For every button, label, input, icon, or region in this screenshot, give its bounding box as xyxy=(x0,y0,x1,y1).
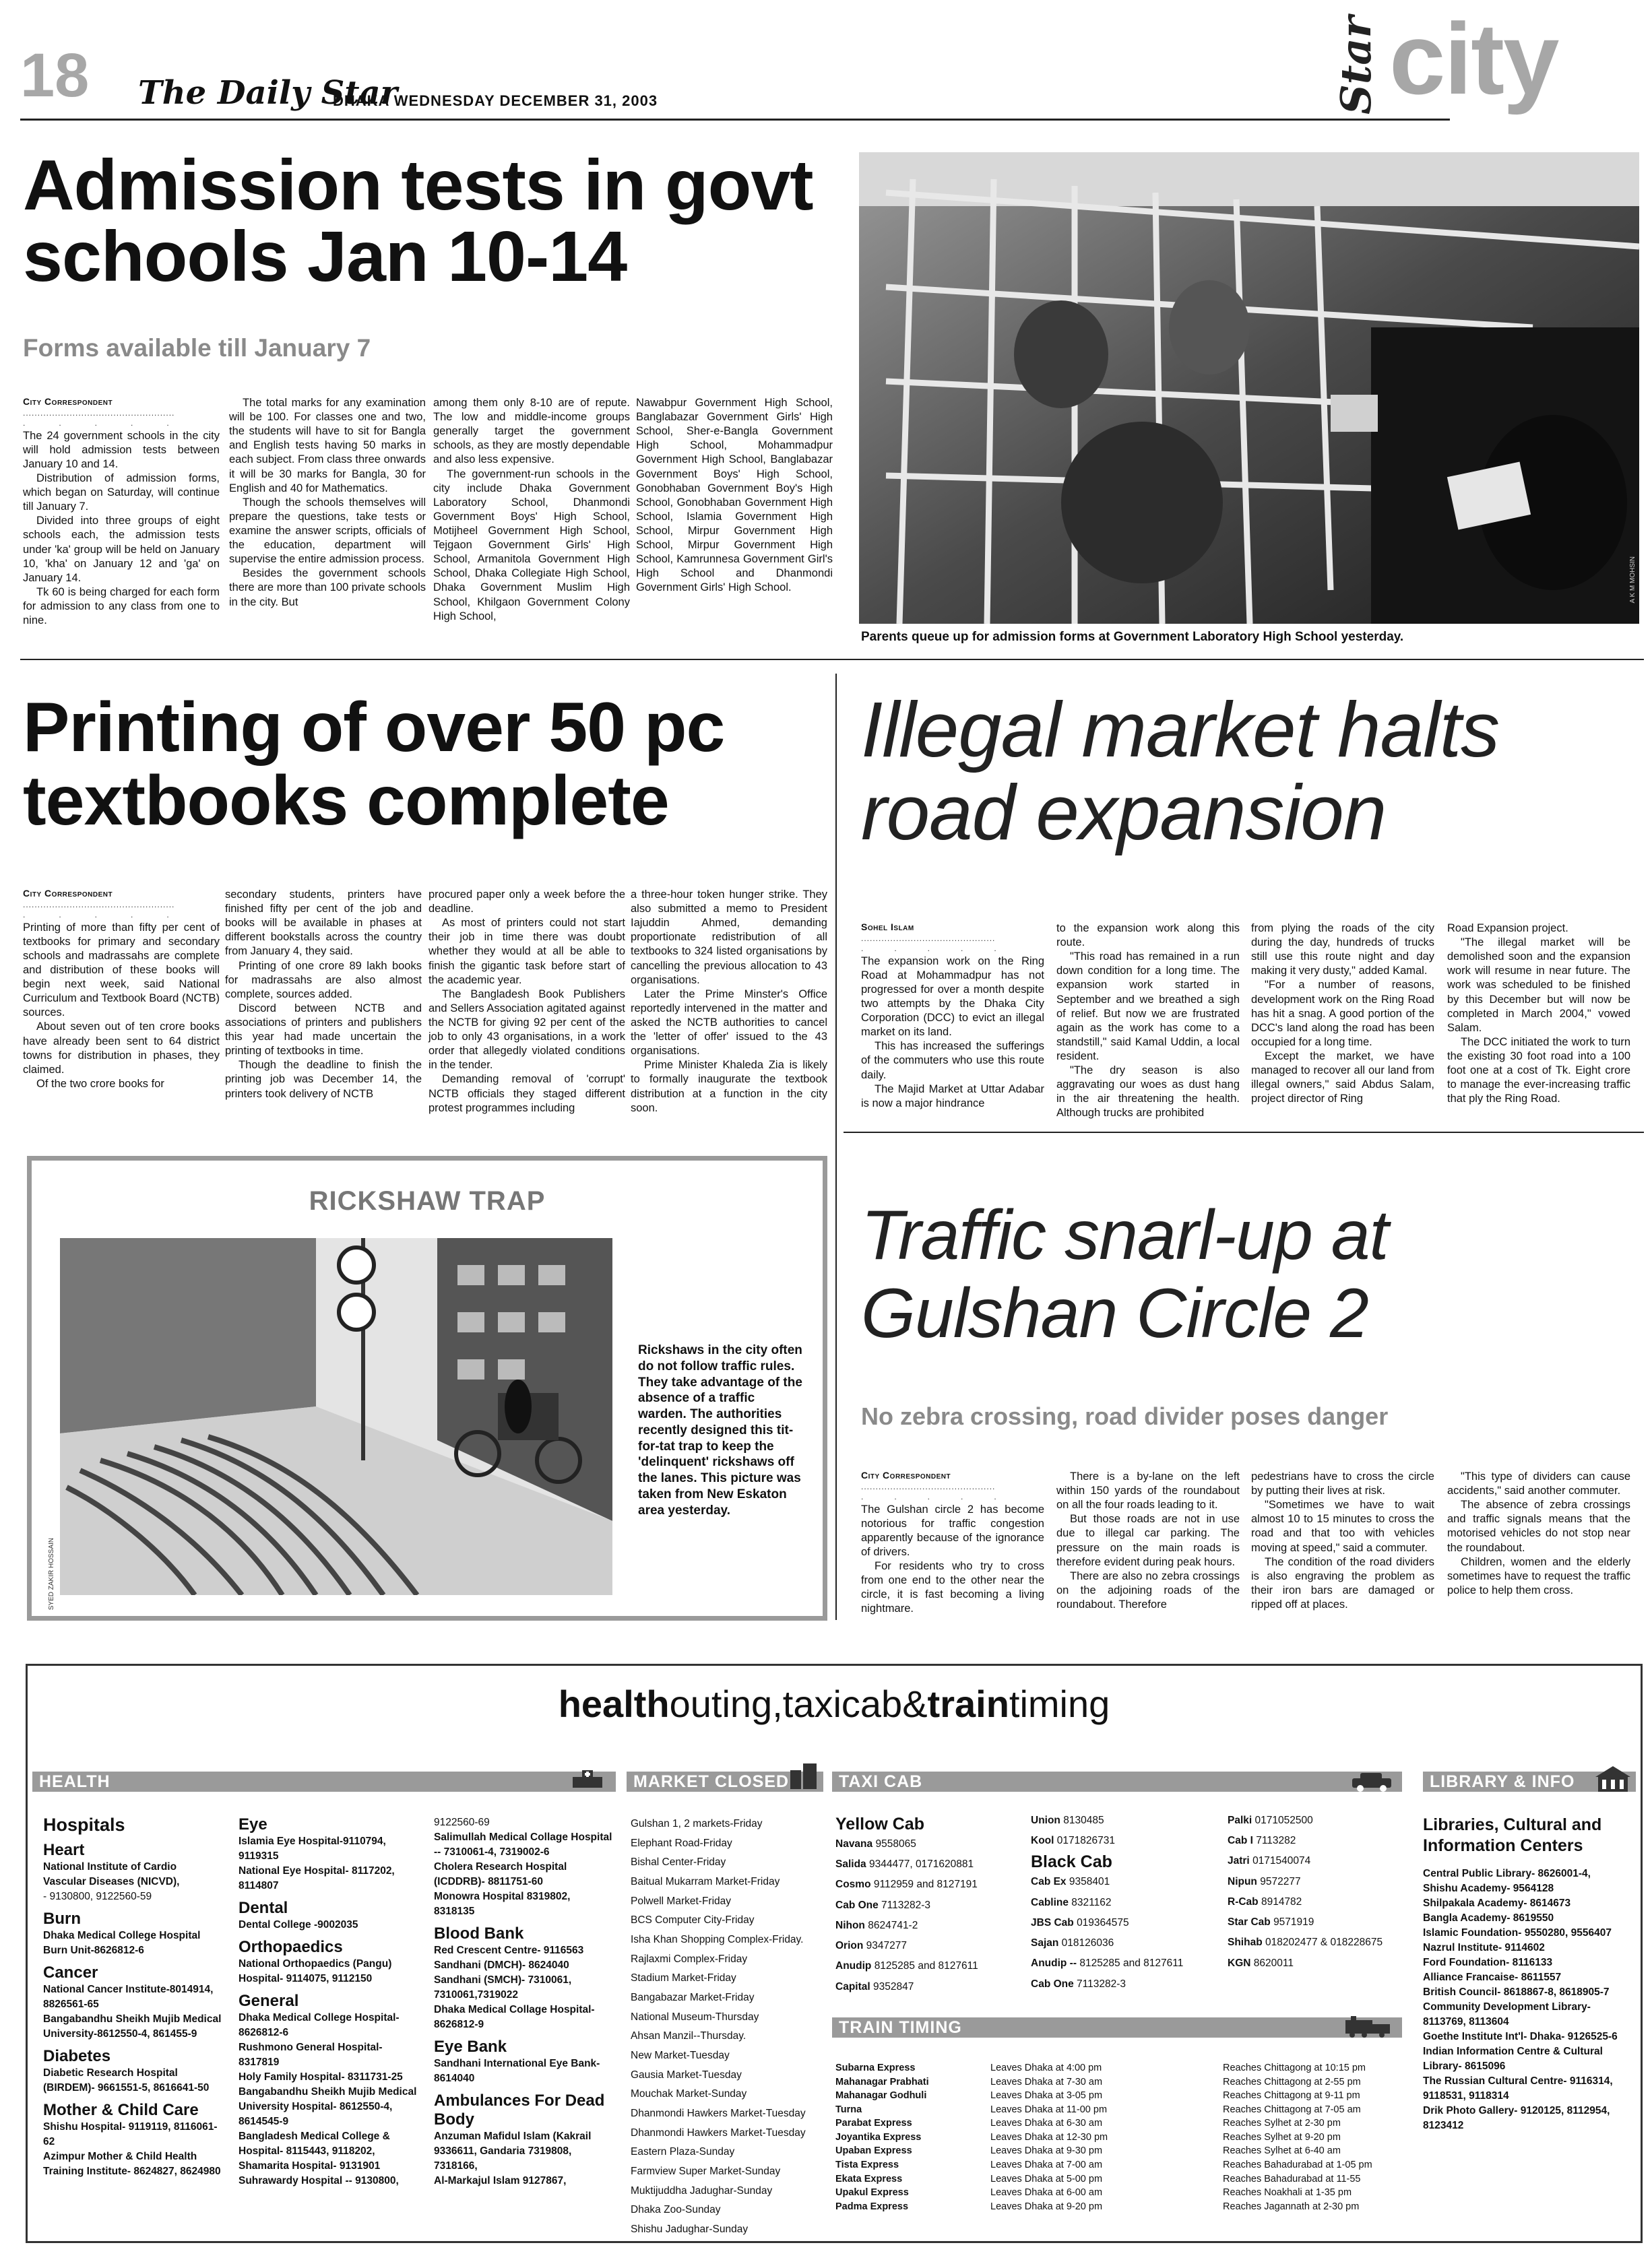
story2-col2 xyxy=(225,888,422,1101)
market-closed-list xyxy=(631,1815,826,2240)
list-item: Mouchak Market-Sunday xyxy=(631,2088,747,2100)
listings-title xyxy=(26,1682,1643,1726)
table-row: Parabat Express Leaves Dhaka at 6-30 am Reaches Sylhet at 2-30 pm xyxy=(835,2118,1341,2129)
train-timing-table xyxy=(835,2061,1408,2213)
section-rule xyxy=(844,1132,1644,1133)
rickshaw-photo-illustration xyxy=(60,1238,612,1595)
taxi-row: Cosmo 9112959 and 8127191 xyxy=(835,1879,978,1891)
story2-p: Printing of more than fifty per cent of textbooks for primary and secondary schools and madrassahs are complete and distribution of these books will begin next week, said National Curriculum and Textbook Board (NCTB) sources. xyxy=(23,921,220,1019)
story3-p: The DCC initiated the work to turn the existing 30 foot road into a 100 foot one at a cost of Tk. Eight crore to manage the ever-increasing traffic that ply the Ring Road. xyxy=(1447,1035,1630,1105)
list-item: Central Public Library- 8626001-4, xyxy=(1423,1867,1591,1879)
list-item: Islamic Foundation- 9550280, 9556407 xyxy=(1423,1926,1612,1939)
byline-rule: .................................................... xyxy=(23,899,175,909)
story2-p: a three-hour token hunger strike. They also submitted a memo to President Iajuddin Ahmed, demanding proportionate redistribution of all textbooks to 324 listed organisations by cancelling the previous allocation to 43 organisations. xyxy=(631,888,827,986)
story4-headline xyxy=(861,1196,1643,1353)
list-heading: Dental xyxy=(239,1899,288,1917)
list-item: Drik Photo Gallery- 9120125, 8112954, 8123412 xyxy=(1423,2104,1610,2131)
story1-headline xyxy=(23,145,852,296)
story4-col3 xyxy=(1251,1470,1434,1612)
list-heading: Mother & Child Care xyxy=(43,2101,199,2119)
title-train: train xyxy=(927,1683,1009,1725)
story3-p: "The dry season is also aggravating our woes as dust hang in the air threatening the health. Although trucks are prohibited xyxy=(1056,1064,1240,1120)
list-item: Red Crescent Centre- 9116563 xyxy=(434,1945,584,1956)
list-item: Bangla Academy- 8619550 xyxy=(1423,1912,1554,1924)
column-divider xyxy=(835,674,837,1620)
list-item: Cholera Research Hospital (ICDDRB)- 8811751-60 xyxy=(434,1861,567,1887)
taxi-row: Cab One 7113282-3 xyxy=(835,1899,931,1911)
photo1-caption: Parents queue up for admission forms at Government Laboratory High School yesterday. xyxy=(861,630,1404,644)
list-item: Bangabazar Market-Friday xyxy=(631,1992,755,2004)
list-item: Dhaka Zoo-Sunday xyxy=(631,2204,721,2216)
story3-p: to the expansion work along this route. xyxy=(1056,922,1240,949)
list-item: Goethe Institute Int'l- Dhaka- 9126525-6 xyxy=(1423,2030,1618,2042)
story1-p: Divided into three groups of eight schools each, the admission tests under 'ka' group will be held on January 10, 'kha' on January 12 and 'ga' on January 14. xyxy=(23,515,220,584)
list-item: Baitual Mukarram Market-Friday xyxy=(631,1876,780,1888)
taxi-row: Anudip 8125285 and 8127611 xyxy=(835,1960,978,1972)
list-item: Rajlaxmi Complex-Friday xyxy=(631,1953,748,1965)
story4-p: There are also no zebra crossings on the adjoining roads of the roundabout. Therefore xyxy=(1056,1569,1240,1611)
story1-p: among them only 8-10 are of repute. The low and middle-income groups generally target the government schools, as they are mostly dependable and also less expensive. xyxy=(433,397,630,466)
table-row: Subarna Express Leaves Dhaka at 4:00 pm Reaches Chittagong at 10:15 pm xyxy=(835,2063,1366,2073)
list-item: Polwell Market-Friday xyxy=(631,1895,732,1907)
story3-p: "For a number of reasons, development work on the Ring Road has hit a snag. A good portion of the DCC's land along the road has been occupied for a long time. xyxy=(1251,979,1434,1048)
story2-p: Demanding removal of 'corrupt' NCTB officials they staged different protest programmes including xyxy=(428,1073,625,1114)
story2-headline-line2: textbooks complete xyxy=(23,762,669,841)
list-item: Shishu Academy- 9564128 xyxy=(1423,1882,1554,1894)
byline-rule: .................................................... xyxy=(23,408,175,418)
story2-p: Of the two crore books for xyxy=(36,1077,164,1090)
story2-p: As most of printers could not start their job in time there was doubt whether they would at all be able to finish the gigantic task before start of the academic year. xyxy=(428,917,625,986)
story3-headline-line2: road expansion xyxy=(861,768,1387,856)
list-item: Muktijuddha Jadughar-Sunday xyxy=(631,2184,773,2197)
list-item: British Council- 8618867-8, 8618905-7 xyxy=(1423,1986,1610,1998)
byline-dots: ..... xyxy=(861,1492,1027,1502)
table-row: Padma Express Leaves Dhaka at 9-20 pm Reaches Jagannath at 2-30 pm xyxy=(835,2201,1360,2212)
list-item: Eastern Plaza-Sunday xyxy=(631,2146,735,2158)
paper-logo: The Daily Star xyxy=(138,74,398,112)
list-heading: Eye xyxy=(239,1815,267,1834)
list-item: Suhrawardy Hospital -- 9130800, xyxy=(239,2175,399,2186)
story3-p: "This road has remained in a run down condition for a long time. The expansion work started in September and we breathed a sigh of relief. But now we are frustrated again as the work has come to a standstill," said Kamal Uddin, a local resident. xyxy=(1056,950,1240,1062)
title-health: health xyxy=(558,1683,670,1725)
list-item: Alliance Francaise- 8611557 xyxy=(1423,1971,1562,1983)
byline-rule: .............................................. xyxy=(861,933,996,943)
list-item: Community Development Library- 8113769, 8113604 xyxy=(1423,2001,1591,2028)
admission-queue-photo xyxy=(859,152,1639,624)
taxi-row: Cab One 7113282-3 xyxy=(1031,1978,1126,1990)
story2-headline xyxy=(23,688,818,841)
story3-p: "The illegal market will be demolished soon and the expansion work will resume in near future. The work was scheduled to be finished by this December but will now be completed in March 2004," vowed Salam. xyxy=(1447,936,1630,1034)
list-item: Dhanmondi Hawkers Market-Tuesday xyxy=(631,2108,806,2120)
list-item: Bangabandhu Sheikh Mujib Medical University-8612550-4, 861455-9 xyxy=(43,2013,222,2040)
list-item: Holy Family Hospital- 8311731-25 xyxy=(239,2071,403,2083)
taxi-row: Palki 0171052500 xyxy=(1228,1815,1313,1826)
library-heading: Libraries, Cultural and Information Centers xyxy=(1423,1815,1602,1856)
story4-headline-line2: Gulshan Circle 2 xyxy=(861,1274,1368,1353)
list-item: Diabetic Research Hospital (BIRDEM)- 9661551-5, 8616641-50 xyxy=(43,2067,210,2094)
list-heading: Diabetes xyxy=(43,2047,111,2065)
list-item: Bangladesh Medical College & Hospital- 8115443, 9118202, xyxy=(239,2131,390,2157)
story2-byline: City Correspondent xyxy=(23,888,113,899)
health-column-3 xyxy=(434,1815,612,2189)
list-heading: Heart xyxy=(43,1841,85,1859)
byline-dots: ..... xyxy=(861,944,1027,954)
list-item: The Russian Cultural Centre- 9116314, 9118531, 9118314 xyxy=(1423,2075,1613,2102)
story1-p: Distribution of admission forms, which began on Saturday, will continue till January 7. xyxy=(23,472,220,513)
hospitals-heading: Hospitals xyxy=(43,1815,125,1835)
taxi-row: Sajan 018126036 xyxy=(1031,1937,1114,1949)
train-bar: TRAIN TIMING xyxy=(832,2017,1402,2038)
story3-col3 xyxy=(1251,921,1434,1106)
title-timing: timing xyxy=(1009,1683,1110,1725)
list-item: National Museum-Thursday xyxy=(631,2011,759,2023)
list-item: 9122560-69 xyxy=(434,1817,490,1828)
list-item: Bishal Center-Friday xyxy=(631,1856,726,1869)
list-item: Monowra Hospital 8319802, 8318135 xyxy=(434,1891,571,1917)
taxi-row: Union 8130485 xyxy=(1031,1815,1104,1826)
taxi-row: Cab Ex 9358401 xyxy=(1031,1876,1110,1888)
health-column-2 xyxy=(239,1815,417,2189)
title-outing: outing,taxicab& xyxy=(669,1683,928,1725)
story3-p: This has increased the sufferings of the commuters who use this route daily. xyxy=(861,1040,1044,1081)
taxi-bar: TAXI CAB xyxy=(832,1772,1402,1792)
taxi-row: R-Cab 8914782 xyxy=(1228,1896,1302,1908)
story1-headline-line2: schools Jan 10-14 xyxy=(23,217,627,296)
list-item: Stadium Market-Friday xyxy=(631,1972,736,1984)
story4-p: Children, women and the elderly sometimes have to request the traffic police to help them cross. xyxy=(1447,1555,1630,1596)
rickshaw-photo-credit: SYED ZAKIR HOSSAIN xyxy=(48,1538,55,1611)
list-item: Nazrul Institute- 9114602 xyxy=(1423,1941,1545,1953)
list-item: - 9130800, 9122560-59 xyxy=(43,1891,152,1902)
section-title: city xyxy=(1389,2,1558,115)
train-icon xyxy=(1341,2015,1395,2038)
list-item: Ahsan Manzil--Thursday. xyxy=(631,2030,746,2042)
story4-p: "This type of dividers can cause accidents," said another commuter. xyxy=(1447,1470,1630,1497)
table-row: Turna Leaves Dhaka at 11-00 pm Reaches Chittagong at 7-05 am xyxy=(835,2104,1361,2115)
taxi-icon xyxy=(1348,1772,1395,1792)
taxi-row: Navana 9558065 xyxy=(835,1838,916,1850)
story4-p: For residents who try to cross from one end to the other near the circle, it is fast becoming a living nightmare. xyxy=(861,1560,1044,1615)
list-item: Al-Markajul Islam 9127867, xyxy=(434,2175,567,2186)
story1-deck: Forms available till January 7 xyxy=(23,334,371,362)
byline-rule: .............................................. xyxy=(861,1481,996,1491)
list-item: National Orthopaedics (Pangu) Hospital- 9114075, 9112150 xyxy=(239,1958,392,1984)
list-item: Anzuman Mafidul Islam (Kakrail 9336611, Gandaria 7319808, 7318166, xyxy=(434,2131,592,2172)
taxi-row: Star Cab 9571919 xyxy=(1228,1916,1314,1929)
list-item: Islamia Eye Hospital-9110794, 9119315 xyxy=(239,1836,386,1862)
table-row: Upaban Express Leaves Dhaka at 9-30 pm Reaches Sylhet at 6-40 am xyxy=(835,2145,1341,2157)
list-item: Ford Foundation- 8116133 xyxy=(1423,1956,1553,1968)
taxi-row: KGN 8620011 xyxy=(1228,1957,1294,1969)
list-item: Elephant Road-Friday xyxy=(631,1837,732,1849)
story2-headline-line1: Printing of over 50 pc xyxy=(23,688,725,767)
table-row: Joyantika Express Leaves Dhaka at 12-30 pm Reaches Sylhet at 9-20 pm xyxy=(835,2131,1341,2143)
list-item: Farmview Super Market-Sunday xyxy=(631,2166,781,2178)
list-item: Rushmono General Hospital- 8317819 xyxy=(239,2042,383,2068)
story1-p: Besides the government schools there are more than 100 private schools in the city. But xyxy=(229,567,426,608)
list-item: National Institute of Cardio Vascular Diseases (NICVD), xyxy=(43,1861,180,1887)
taxi-row: Shihab 018202477 & 018228675 xyxy=(1228,1937,1383,1949)
list-item: New Market-Tuesday xyxy=(631,2050,730,2062)
story4-deck: No zebra crossing, road divider poses danger xyxy=(861,1402,1389,1430)
story2-p: Later the Prime Minster's Office reportedly intervened in the matter and asked the NCTB authorities to cancel the 'letter of offer' issued to the 43 organisations. xyxy=(631,987,827,1058)
health-column-1 xyxy=(43,1812,222,2179)
story2-p: The Bangladesh Book Publishers and Sellers Association agitated against the NCTB for giving 92 per cent of the job to only 43 organisations, in a work order that allegedly violated conditions in the tender. xyxy=(428,987,625,1072)
byline-dots: ..... xyxy=(23,910,203,920)
story1-byline: City Correspondent xyxy=(23,396,113,407)
byline-dots: ..... xyxy=(23,418,203,428)
list-item: Sandhani (SMCH)- 7310061, 7310061,7319022 xyxy=(434,1974,572,2001)
story2-col4 xyxy=(631,888,827,1115)
story4-p: "Sometimes we have to wait almost 10 to 15 minutes to cross the road and that too with vehicles moving at speed," said a commuter. xyxy=(1251,1499,1434,1554)
list-item: BCS Computer City-Friday xyxy=(631,1914,755,1926)
list-heading: Ambulances For Dead Body xyxy=(434,2092,605,2129)
section-rule xyxy=(20,659,1644,660)
list-item: Dhaka Medical Collage Hospital- 8626812-9 xyxy=(434,2004,595,2030)
story4-p: There is a by-lane on the left within 150 yards of the roundabout on all the four roads leading to it. xyxy=(1056,1470,1240,1512)
list-item: Shishu Hospital- 9119119, 8116061-62 xyxy=(43,2121,218,2147)
list-item: Azimpur Mother & Child Health Training Institute- 8624827, 8624980 xyxy=(43,2151,221,2177)
taxi-row: Nipun 9572277 xyxy=(1228,1875,1301,1887)
taxi-column-1 xyxy=(835,1815,1017,1997)
list-item: Indian Information Centre & Cultural Library- 8615096 xyxy=(1423,2045,1603,2072)
story2-p: Prime Minister Khaleda Zia is likely to formally inaugurate the textbook distribution at a function in the city soon. xyxy=(631,1059,827,1114)
taxi-row: JBS Cab 019364575 xyxy=(1031,1916,1129,1929)
story1-col1 xyxy=(23,396,220,628)
story1-col4 xyxy=(636,396,833,595)
story1-p: The government-run schools in the city include Dhaka Government Laboratory School, Dhanmondi Government Boys' High School, Motijheel Government High School, Tejgaon Government Girls' High School, Armanitola Government High School, Dhaka Collegiate High School, Dhaka Government Muslim High School, Khilgaon Government Colony High School, xyxy=(433,467,630,622)
photo1-credit: A K M MOHSIN xyxy=(1629,556,1637,604)
list-item: National Cancer Institute-8014914, 8826561-65 xyxy=(43,1984,214,2010)
taxi-row: Orion 9347277 xyxy=(835,1940,907,1952)
list-item: Dhaka Medical College Hospital- 8626812-6 xyxy=(239,2012,400,2038)
story1-p: Nawabpur Government High School, Banglabazar Government Girls' High School, Sher-e-Bangla Government High School, Mohammadpur Government High School, Banglabazar Government Boys' High School, Gonobhaban Government Boy's High School, Gonobhaban Government High School, Islamia Government High School, Mirpur Government High School, Mirpur Government High School, Kamrunnesa Government Girl's High School and Dhanmondi Government Girls' High School. xyxy=(636,397,833,594)
story4-col2 xyxy=(1056,1470,1240,1612)
library-bar: LIBRARY & INFO xyxy=(1423,1772,1636,1792)
list-heading: Blood Bank xyxy=(434,1924,524,1943)
table-row: Mahanagar Prabhati Leaves Dhaka at 7-30 am Reaches Chittagong at 2-55 pm xyxy=(835,2076,1361,2087)
list-item: Dhaka Medical College Hospital Burn Unit-8626812-6 xyxy=(43,1930,201,1956)
story3-headline-line1: Illegal market halts xyxy=(861,686,1500,773)
story2-p: About seven out of ten crore books have already been sent to 64 district towns for distribution in phases, they claimed. xyxy=(23,1020,220,1076)
taxi-row: Cab I 7113282 xyxy=(1228,1835,1296,1847)
table-row: Tista Express Leaves Dhaka at 7-00 am Reaches Bahadurabad at 1-05 pm xyxy=(835,2160,1372,2171)
story4-byline: City Correspondent xyxy=(861,1470,951,1481)
story4-p: pedestrians have to cross the circle by putting their lives at risk. xyxy=(1251,1470,1434,1497)
list-item: Dental College -9002035 xyxy=(239,1919,358,1931)
taxi-column-3 xyxy=(1228,1811,1409,1974)
story3-p: The expansion work on the Ring Road at Mohammadpur has not progressed for over a month despite two attempts by the Dhaka City Corporation (DCC) to evict an illegal market on its land. xyxy=(861,954,1044,1039)
story4-p: The condition of the road dividers is also engraving the problem as their iron bars are damaged or ripped off at places. xyxy=(1251,1555,1434,1611)
library-icon xyxy=(1593,1765,1633,1792)
hospital-icon xyxy=(567,1768,608,1788)
page-number: 18 xyxy=(20,41,90,110)
story3-p: The Majid Market at Uttar Adabar is now a major hindrance xyxy=(861,1082,1044,1109)
story2-p: procured paper only a week before the deadline. xyxy=(428,888,625,915)
list-item: Gausia Market-Tuesday xyxy=(631,2069,742,2081)
story2-p: Discord between NCTB and associations of printers and publishers this year had made uncertain the printing of textbooks in time. xyxy=(225,1002,422,1058)
story2-p: Though the deadline to finish the printing job was December 14, the printers took delivery of NCTB xyxy=(225,1059,422,1100)
list-heading: General xyxy=(239,1992,299,2010)
story4-col1 xyxy=(861,1470,1044,1617)
story3-col4 xyxy=(1447,921,1630,1106)
table-row: Mahanagar Godhuli Leaves Dhaka at 3-05 pm Reaches Chittagong at 9-11 pm xyxy=(835,2090,1360,2102)
story2-col3 xyxy=(428,888,625,1115)
story4-p: The absence of zebra crossings and traffic signals means that the motorised vehicles do not stop near the roundabout. xyxy=(1447,1499,1630,1554)
list-item: Sandhani (DMCH)- 8624040 xyxy=(434,1959,569,1971)
black-cab-heading: Black Cab xyxy=(1031,1852,1112,1872)
story1-col3 xyxy=(433,396,630,624)
taxi-row: Salida 9344477, 0171620881 xyxy=(835,1858,974,1871)
market-bar: MARKET CLOSED xyxy=(627,1772,823,1792)
story2-col1 xyxy=(23,888,220,1091)
rickshaw-title: RICKSHAW TRAP xyxy=(309,1186,546,1216)
dateline: DHAKA WEDNESDAY DECEMBER 31, 2003 xyxy=(333,92,658,109)
story3-headline xyxy=(861,688,1643,854)
list-item: Shishu Jadughar-Sunday xyxy=(631,2224,749,2236)
taxi-row: Jatri 0171540074 xyxy=(1228,1855,1311,1867)
queue-photo-illustration xyxy=(859,152,1639,624)
taxi-row: Anudip -- 8125285 and 8127611 xyxy=(1031,1957,1184,1970)
list-item: Shamarita Hospital- 9131901 xyxy=(239,2160,381,2172)
story3-col1 xyxy=(861,921,1044,1111)
health-bar: HEALTH xyxy=(32,1772,616,1792)
table-row: Ekata Express Leaves Dhaka at 5-00 pm Reaches Bahadurabad at 11-55 xyxy=(835,2173,1361,2184)
list-item: Isha Khan Shopping Complex-Friday. xyxy=(631,1934,804,1946)
list-heading: Cancer xyxy=(43,1964,98,1982)
rickshaw-trap-box xyxy=(27,1156,827,1621)
story4-headline-line1: Traffic snarl-up at xyxy=(861,1196,1389,1274)
yellow-cab-heading: Yellow Cab xyxy=(835,1815,924,1834)
rickshaw-caption: Rickshaws in the city often do not follow traffic rules. They take advantage of the absence of a traffic warden. The authorities recently designed this tit-for-tat trap to keep the 'delinquent' rickshaws off the lanes. This picture was taken from New Eskaton area yesterday. xyxy=(638,1343,802,1518)
story2-p: secondary students, printers have finished fifty per cent of the job and books will be available in phases at different bookstalls across the country from January 4, they said. xyxy=(225,888,422,958)
story3-p: Road Expansion project. xyxy=(1447,922,1568,934)
story1-p: The total marks for any examination will be 100. For classes one and two, the students will have to sit for Bangla and English tests having 50 marks in each subject. From class three onwards it will be 30 marks for Bangla, 30 for English and 40 for Mathematics. xyxy=(229,397,426,494)
story3-col2 xyxy=(1056,921,1240,1121)
rickshaw-photo xyxy=(60,1238,612,1595)
story1-p: Tk 60 is being charged for each form for admission to any class from one to nine. xyxy=(23,585,220,627)
list-item: Dhanmondi Hawkers Market-Tuesday xyxy=(631,2127,806,2139)
story3-byline: Sohel Islam xyxy=(861,921,914,932)
story3-p: from plying the roads of the city during the day, hundreds of trucks still use this route night and day making it very dusty," added Kamal. xyxy=(1251,922,1434,977)
story2-p: Printing of one crore 89 lakh books for madrassahs are also almost complete, sources added. xyxy=(225,959,422,1000)
story4-col4 xyxy=(1447,1470,1630,1598)
list-item: Salimullah Medical Collage Hospital -- 7310061-4, 7319002-6 xyxy=(434,1832,612,1858)
list-item: Gulshan 1, 2 markets-Friday xyxy=(631,1818,763,1829)
story1-headline-line1: Admission tests in govt xyxy=(23,145,813,225)
table-row: Upakul Express Leaves Dhaka at 6-00 am Reaches Noakhali at 1-35 pm xyxy=(835,2187,1352,2199)
story4-p: But those roads are not in use due to illegal car parking. The pressure on the main roads is therefore evident during peak hours. xyxy=(1056,1513,1240,1568)
taxi-row: Kool 0171826731 xyxy=(1031,1835,1115,1847)
list-item: Shilpakala Academy- 8614673 xyxy=(1423,1897,1571,1909)
taxi-row: Cabline 8321162 xyxy=(1031,1896,1112,1908)
taxi-row: Nihon 8624741-2 xyxy=(835,1919,918,1931)
story1-p: Though the schools themselves will prepare the questions, take tests or examine the answer scripts, officials of the education, department will supervise the entire admission process. xyxy=(229,496,426,566)
taxi-column-2 xyxy=(1031,1811,1219,1995)
story4-p: The Gulshan circle 2 has become notorious for traffic congestion apparently because of the ignorance of drivers. xyxy=(861,1503,1044,1558)
list-item: Bangabandhu Sheikh Mujib Medical University Hospital- 8612550-4, 8614545-9 xyxy=(239,2086,417,2127)
market-building-icon xyxy=(787,1762,821,1789)
list-heading: Orthopaedics xyxy=(239,1938,343,1956)
list-heading: Burn xyxy=(43,1910,81,1928)
list-item: National Eye Hospital- 8117202, 8114807 xyxy=(239,1865,395,1891)
section-star-logo: Star xyxy=(1331,15,1380,115)
library-column xyxy=(1423,1812,1636,2133)
story3-p: Except the market, we have managed to recover all our land from illegal owners," said Abdus Salam, project director of Ring xyxy=(1251,1049,1434,1105)
masthead-rule xyxy=(20,119,1450,121)
story1-col2 xyxy=(229,396,426,610)
taxi-row: Capital 9352847 xyxy=(835,1980,914,1992)
story1-p: The 24 government schools in the city will hold admission tests between January 10 and 14. xyxy=(23,429,220,470)
list-item: Sandhani International Eye Bank- 8614040 xyxy=(434,2058,600,2084)
list-heading: Eye Bank xyxy=(434,2038,507,2056)
